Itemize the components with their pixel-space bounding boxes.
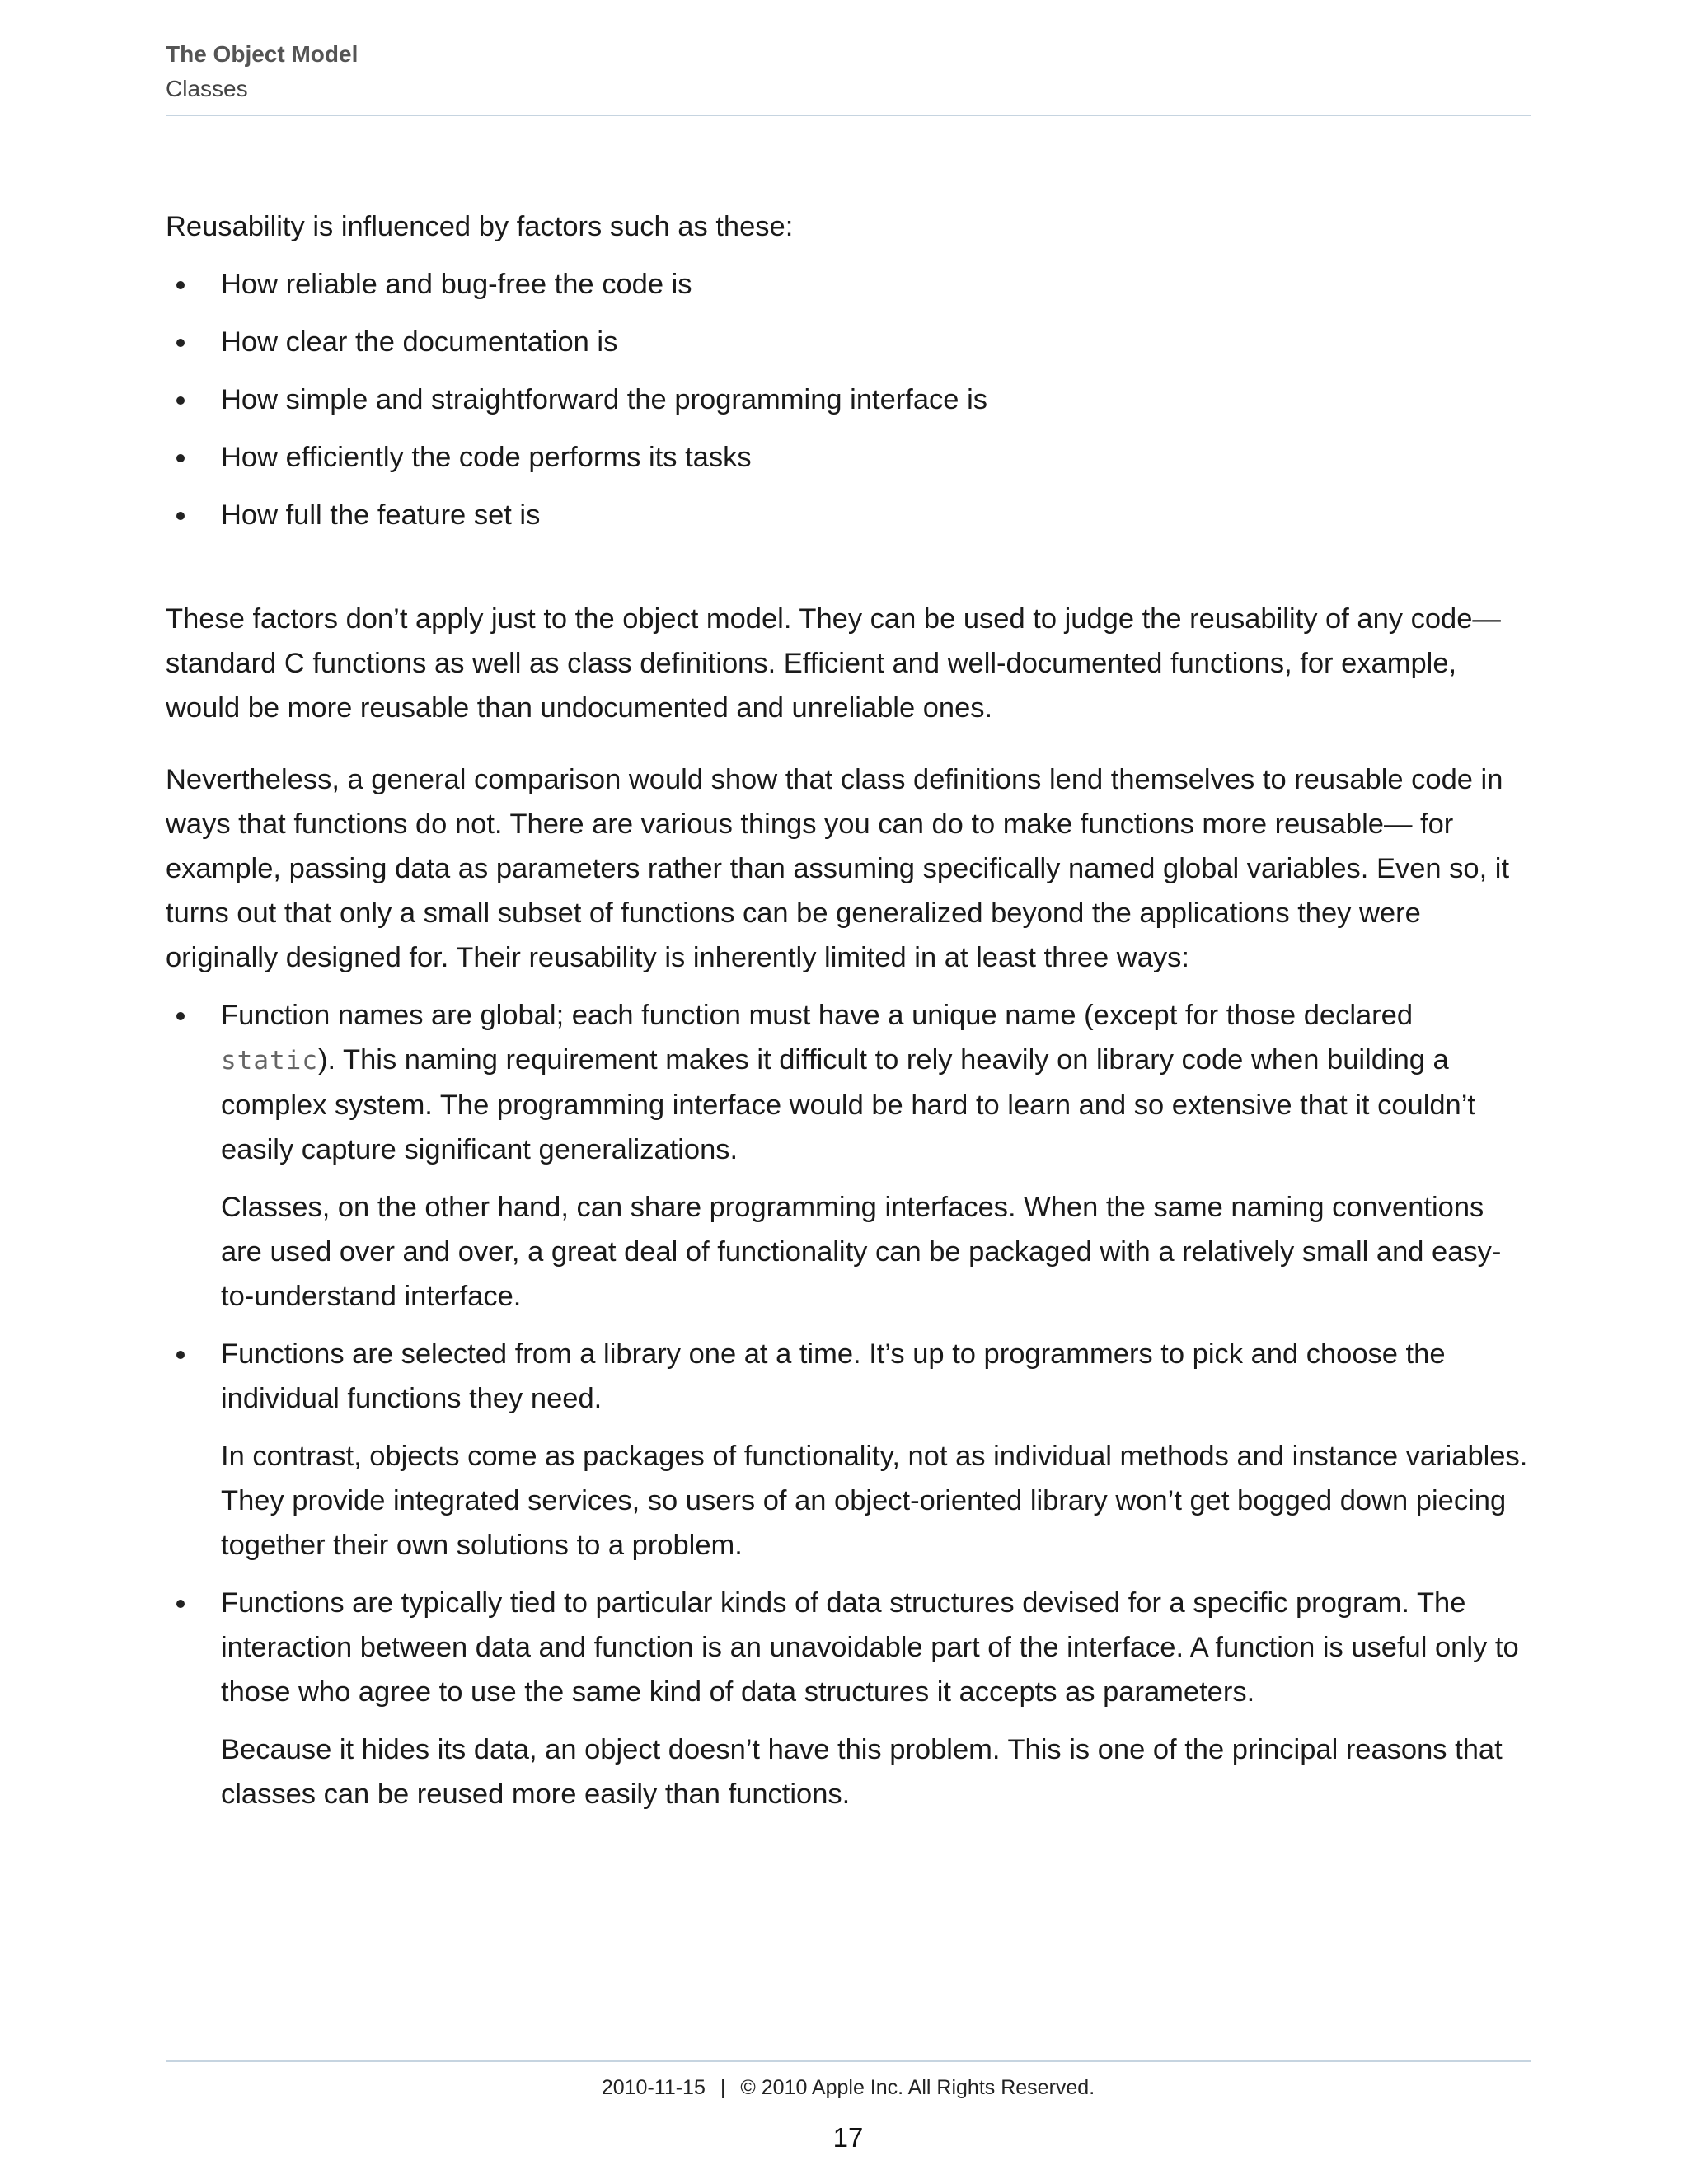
function-limitations-list — [166, 993, 1531, 1816]
list-item — [166, 993, 1531, 1319]
list-item — [166, 377, 1531, 422]
list-item-follow-up: Because it hides its data, an object doesn’t have this problem. This is one of the principal reasons that classes can be reused more easily than functions. — [221, 1734, 1503, 1810]
footer-date: 2010-11-15 — [601, 2076, 706, 2099]
bullet-icon — [176, 1600, 185, 1608]
bullet-icon — [176, 1012, 185, 1020]
page-number: 17 — [832, 2122, 864, 2153]
page-footer — [166, 2071, 1531, 2104]
list-item — [166, 320, 1531, 364]
list-item-text — [221, 1000, 1475, 1165]
intro-paragraph: Reusability is influenced by factors such as these: — [166, 211, 794, 242]
header-chapter-title: The Object Model — [166, 41, 359, 67]
footer-divider — [166, 2060, 1531, 2062]
list-item — [166, 1581, 1531, 1816]
footer-separator: | — [720, 2076, 726, 2099]
list-item-text: How clear the documentation is — [221, 326, 618, 358]
body-paragraph: Nevertheless, a general comparison would show that class definitions lend themselves to reusable code in ways that functions do not. There are various things you can do to make functions more reusable— for example, passing data as parameters rather than assuming specifically named global variables. Even so, it turns out that only a small subset of functions can be generalized beyond the applications they were originally designed for. Their reusability is inherently limited in at least three ways: — [166, 764, 1510, 973]
running-header — [166, 36, 1531, 105]
list-item-text: How reliable and bug-free the code is — [221, 269, 692, 300]
list-item — [166, 435, 1531, 480]
bullet-icon — [176, 339, 185, 347]
bullet-icon — [176, 454, 185, 462]
list-item-follow-up: Classes, on the other hand, can share programming interfaces. When the same naming conventions are used over and over, a great deal of functionality can be packaged with a relatively small and easy-to-understand interface. — [221, 1192, 1502, 1312]
bullet-icon — [176, 396, 185, 405]
list-item-text: How efficiently the code performs its tasks — [221, 442, 752, 473]
page-body — [166, 204, 1531, 1830]
body-paragraph: These factors don’t apply just to the object model. They can be used to judge the reusability of any code—standard C functions as well as class definitions. Efficient and well-documented functions, for example, would be more reusable than undocumented and unreliable ones. — [166, 603, 1501, 724]
footer-copyright: © 2010 Apple Inc. All Rights Reserved. — [740, 2076, 1095, 2099]
list-item — [166, 262, 1531, 307]
list-item — [166, 493, 1531, 537]
bullet-icon — [176, 512, 185, 520]
code-keyword: static — [221, 1046, 318, 1076]
list-item — [166, 1332, 1531, 1568]
list-item-text: How simple and straightforward the programming interface is — [221, 384, 987, 415]
list-item-follow-up: In contrast, objects come as packages of functionality, not as individual methods and instance variables. They provide integrated services, so users of an object-oriented library won’t get bogged down piecing together their own solutions to a problem. — [221, 1441, 1528, 1561]
reusability-factors-list — [166, 262, 1531, 537]
list-item-text: Functions are typically tied to particular kinds of data structures devised for a specific program. The interaction between data and function is an unavoidable part of the interface. A function is useful only to those who agree to use the same kind of data structures it accepts as parameters. — [221, 1587, 1519, 1708]
list-item-text: How full the feature set is — [221, 499, 541, 531]
header-section-title: Classes — [166, 76, 248, 101]
text-run: Function names are global; each function must have a unique name (except for those declared — [221, 1000, 1414, 1031]
header-divider — [166, 115, 1531, 116]
bullet-icon — [176, 1351, 185, 1359]
text-run: ). This naming requirement makes it difficult to rely heavily on library code when building a complex system. The programming interface would be hard to learn and so extensive that it couldn’t easily capture significant generalizations. — [221, 1044, 1475, 1165]
bullet-icon — [176, 281, 185, 289]
list-item-text: Functions are selected from a library one at a time. It’s up to programmers to pick and choose the individual functions they need. — [221, 1338, 1446, 1414]
